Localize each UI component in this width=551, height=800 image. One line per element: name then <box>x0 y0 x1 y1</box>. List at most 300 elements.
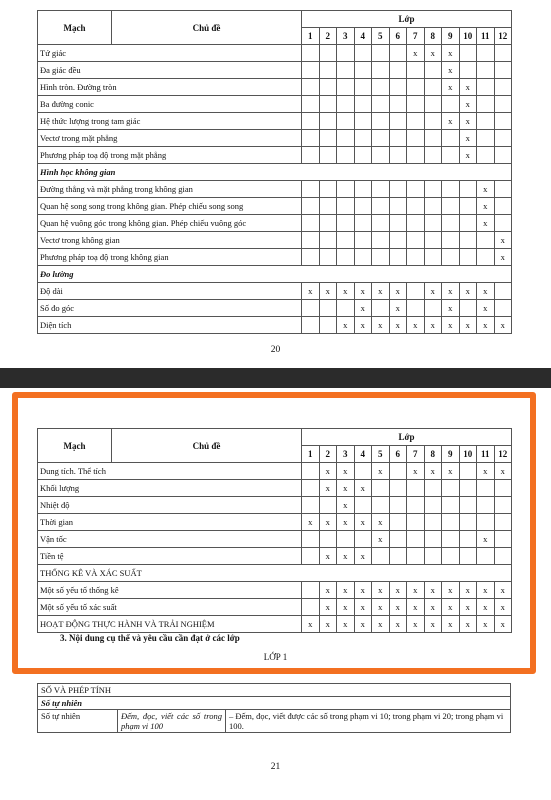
grade-mark <box>442 215 460 232</box>
grade-mark <box>337 232 355 249</box>
grade-mark: x <box>494 317 512 334</box>
grade-mark: x <box>389 300 407 317</box>
grade-mark: x <box>407 616 425 633</box>
grade-mark <box>354 198 372 215</box>
grade-mark <box>407 249 425 266</box>
grade-mark <box>337 45 355 62</box>
table-row <box>38 45 512 62</box>
grade-mark <box>319 96 337 113</box>
grade-mark <box>319 215 337 232</box>
grade-mark <box>424 480 442 497</box>
grade-mark: x <box>477 300 495 317</box>
grade-mark <box>337 62 355 79</box>
grade-mark <box>407 283 425 300</box>
grade-mark <box>459 300 477 317</box>
grade-mark: x <box>459 283 477 300</box>
grade-mark <box>407 181 425 198</box>
grade-mark: x <box>337 283 355 300</box>
grade-mark <box>459 531 477 548</box>
grade-mark <box>319 181 337 198</box>
grade-mark <box>302 582 320 599</box>
grade-mark <box>407 215 425 232</box>
grade-mark <box>389 130 407 147</box>
grade-mark: x <box>459 317 477 334</box>
topic-label: Khối lượng <box>38 480 302 497</box>
table-row <box>38 130 512 147</box>
table-row <box>38 480 512 497</box>
grade-mark <box>319 249 337 266</box>
grade-mark <box>442 497 460 514</box>
header-mach: Mạch <box>38 11 112 45</box>
grade-mark <box>477 232 495 249</box>
grade-mark <box>389 548 407 565</box>
grade-mark: x <box>442 300 460 317</box>
grade-mark <box>424 198 442 215</box>
grade-mark <box>494 531 512 548</box>
section-label: THỐNG KÊ VÀ XÁC SUẤT <box>38 565 512 582</box>
grade-mark: x <box>442 616 460 633</box>
grade-mark <box>407 62 425 79</box>
grade-mark: x <box>319 616 337 633</box>
grade-mark <box>354 79 372 96</box>
table-row <box>38 198 512 215</box>
grade-mark <box>354 113 372 130</box>
topic-label: Quan hệ vuông góc trong không gian. Phép chiếu vuông góc <box>38 215 302 232</box>
grade-mark: x <box>337 497 355 514</box>
topic-label: Vận tốc <box>38 531 302 548</box>
grade-mark: x <box>354 300 372 317</box>
grade-header: 11 <box>477 446 495 463</box>
page-number: 21 <box>270 762 281 772</box>
topic-label: Một số yếu tố xác suất <box>38 599 302 616</box>
grade-mark: x <box>372 616 390 633</box>
header-lop: Lớp <box>302 11 512 28</box>
grade-mark: x <box>302 283 320 300</box>
grade-mark <box>302 113 320 130</box>
grade-mark: x <box>424 45 442 62</box>
grade-mark <box>442 130 460 147</box>
grade-mark <box>389 181 407 198</box>
topic-label: Dung tích. Thể tích <box>38 463 302 480</box>
topic-label: Vectơ trong mặt phẳng <box>38 130 302 147</box>
header-row <box>38 11 512 28</box>
grade-mark <box>302 62 320 79</box>
grade-mark <box>389 96 407 113</box>
grade-mark: x <box>494 232 512 249</box>
topic-label: Hình tròn. Đường tròn <box>38 79 302 96</box>
grade-mark <box>407 300 425 317</box>
grade-mark <box>319 113 337 130</box>
page-number: 20 <box>270 345 281 355</box>
grade-mark <box>424 497 442 514</box>
grade-mark <box>302 130 320 147</box>
grade-mark <box>407 198 425 215</box>
grade-mark <box>424 548 442 565</box>
grade-mark <box>424 232 442 249</box>
grade-mark <box>354 130 372 147</box>
grade-mark <box>459 181 477 198</box>
grade-mark <box>407 113 425 130</box>
grade-mark <box>477 130 495 147</box>
grade-mark: x <box>319 480 337 497</box>
grade-mark: x <box>477 463 495 480</box>
grade-mark <box>494 130 512 147</box>
table-row <box>38 565 512 582</box>
grade-mark <box>337 96 355 113</box>
grade-mark: x <box>477 317 495 334</box>
grade-mark <box>354 232 372 249</box>
topic-label: Ba đường conic <box>38 96 302 113</box>
grade-mark <box>407 96 425 113</box>
table-row <box>38 599 512 616</box>
curriculum-table-page-20 <box>37 10 512 334</box>
grade-mark <box>407 130 425 147</box>
document-page-21 <box>0 388 551 800</box>
grade-mark: x <box>372 514 390 531</box>
grade-header: 4 <box>354 28 372 45</box>
table-row <box>38 463 512 480</box>
grade-header: 7 <box>407 446 425 463</box>
topic-label: Hệ thức lượng trong tam giác <box>38 113 302 130</box>
grade-mark: x <box>337 463 355 480</box>
grade-mark: x <box>337 514 355 531</box>
grade-mark <box>302 215 320 232</box>
grade-mark <box>424 79 442 96</box>
grade-mark <box>459 232 477 249</box>
table-row <box>38 232 512 249</box>
grade-mark <box>424 249 442 266</box>
grade-header: 2 <box>319 446 337 463</box>
grade-mark: x <box>354 480 372 497</box>
topic-label: Đường thẳng và mặt phẳng trong không gian <box>38 181 302 198</box>
header-chude: Chủ đề <box>112 429 302 463</box>
table-row <box>38 181 512 198</box>
grade-mark <box>407 480 425 497</box>
grade-mark: x <box>372 463 390 480</box>
header-row <box>38 429 512 446</box>
table-row <box>38 249 512 266</box>
grade-mark <box>372 198 390 215</box>
grade-header: 6 <box>389 28 407 45</box>
grade-mark <box>302 531 320 548</box>
grade-mark <box>372 249 390 266</box>
grade-mark <box>477 514 495 531</box>
grade-mark: x <box>442 113 460 130</box>
grade-mark: x <box>372 283 390 300</box>
grade-mark: x <box>494 599 512 616</box>
grade-mark <box>389 531 407 548</box>
grade-mark <box>459 198 477 215</box>
grade-mark <box>494 480 512 497</box>
grade-mark: x <box>459 96 477 113</box>
grade-mark <box>372 497 390 514</box>
section-label: Đo lường <box>38 266 512 283</box>
topic-label: Đa giác đều <box>38 62 302 79</box>
grade-mark <box>319 198 337 215</box>
grade-mark: x <box>354 283 372 300</box>
grade-header: 8 <box>424 28 442 45</box>
grade-mark <box>407 497 425 514</box>
grade-header: 3 <box>337 28 355 45</box>
grade-mark: x <box>477 616 495 633</box>
grade-mark: x <box>389 283 407 300</box>
table-row <box>38 113 512 130</box>
grade-mark: x <box>459 616 477 633</box>
grade-mark <box>407 531 425 548</box>
grade-mark <box>319 531 337 548</box>
grade-mark: x <box>477 599 495 616</box>
grade-mark <box>354 497 372 514</box>
grade-mark <box>389 497 407 514</box>
grade-mark: x <box>354 317 372 334</box>
grade-mark: x <box>319 283 337 300</box>
grade-mark: x <box>372 599 390 616</box>
grade-mark: x <box>494 582 512 599</box>
grade-mark <box>407 232 425 249</box>
grade-mark <box>494 181 512 198</box>
table-row <box>38 697 511 710</box>
grade-mark <box>442 480 460 497</box>
grade-mark <box>302 300 320 317</box>
grade-mark <box>477 497 495 514</box>
grade-mark <box>477 62 495 79</box>
grade-mark <box>337 249 355 266</box>
grade-mark: x <box>477 181 495 198</box>
grade-mark: x <box>389 616 407 633</box>
section-label: Hình học không gian <box>38 164 512 181</box>
grade-mark <box>354 62 372 79</box>
topic-label: Thời gian <box>38 514 302 531</box>
grade-mark <box>302 45 320 62</box>
grade-mark <box>459 514 477 531</box>
grade-mark <box>319 317 337 334</box>
grade-header: 2 <box>319 28 337 45</box>
grade-title: LỚP 1 <box>263 652 288 662</box>
document-page-20 <box>0 0 551 368</box>
grade-mark <box>424 113 442 130</box>
grade-mark <box>442 96 460 113</box>
grade-mark <box>389 215 407 232</box>
topic-cell: Số tự nhiên <box>38 710 118 733</box>
grade-mark <box>442 232 460 249</box>
table-row <box>38 215 512 232</box>
grade-mark <box>459 45 477 62</box>
grade-mark <box>372 181 390 198</box>
grade-mark: x <box>354 548 372 565</box>
grade-mark <box>459 480 477 497</box>
grade-mark <box>494 96 512 113</box>
grade-mark <box>302 463 320 480</box>
topic-label: Một số yếu tố thống kê <box>38 582 302 599</box>
grade-mark <box>319 497 337 514</box>
grade-mark <box>494 514 512 531</box>
grade-mark <box>372 96 390 113</box>
grade-mark: x <box>407 317 425 334</box>
topic-label: Phương pháp toạ độ trong mặt phẳng <box>38 147 302 164</box>
grade-mark: x <box>407 45 425 62</box>
table-row <box>38 497 512 514</box>
grade-mark: x <box>407 463 425 480</box>
grade-mark <box>424 514 442 531</box>
grade-mark <box>477 480 495 497</box>
grade-mark <box>477 548 495 565</box>
grade-mark <box>337 531 355 548</box>
curriculum-table-page-21 <box>37 428 512 633</box>
grade-mark: x <box>442 599 460 616</box>
grade-mark <box>459 215 477 232</box>
grade-mark <box>354 147 372 164</box>
grade-mark: x <box>354 514 372 531</box>
grade-mark <box>319 62 337 79</box>
grade-mark: x <box>302 616 320 633</box>
grade-mark <box>424 181 442 198</box>
grade-mark <box>459 463 477 480</box>
grade-mark: x <box>442 45 460 62</box>
grade-mark <box>337 198 355 215</box>
grade-mark <box>477 96 495 113</box>
grade-mark <box>372 62 390 79</box>
grade-mark <box>319 45 337 62</box>
content-cell: Đếm, đọc, viết các số trong phạm vi 100 <box>118 710 226 733</box>
grade-mark <box>407 79 425 96</box>
grade-mark <box>494 147 512 164</box>
grade-mark <box>459 249 477 266</box>
grade-mark <box>302 480 320 497</box>
grade-mark <box>354 181 372 198</box>
grade-mark: x <box>337 317 355 334</box>
grade-mark <box>354 215 372 232</box>
grade-mark <box>319 300 337 317</box>
table-row <box>38 62 512 79</box>
grade-mark <box>319 232 337 249</box>
topic-label: Tiền tệ <box>38 548 302 565</box>
grade-mark: x <box>319 463 337 480</box>
grade-mark: x <box>319 548 337 565</box>
topic-label: HOẠT ĐỘNG THỰC HÀNH VÀ TRẢI NGHIỆM <box>38 616 302 633</box>
grade-mark: x <box>442 463 460 480</box>
grade-header: 5 <box>372 28 390 45</box>
grade-mark <box>389 147 407 164</box>
grade-mark <box>337 130 355 147</box>
grade-mark <box>389 62 407 79</box>
table-row <box>38 548 512 565</box>
grade-mark: x <box>354 616 372 633</box>
grade-mark <box>302 548 320 565</box>
grade-mark: x <box>389 317 407 334</box>
table-row <box>38 164 512 181</box>
grade-mark: x <box>494 616 512 633</box>
grade-mark <box>372 300 390 317</box>
grade-mark <box>354 531 372 548</box>
table-row <box>38 147 512 164</box>
grade-header: 7 <box>407 28 425 45</box>
grade-mark <box>389 79 407 96</box>
grade-mark <box>372 215 390 232</box>
grade-mark: x <box>424 317 442 334</box>
grade-mark <box>424 531 442 548</box>
grade-mark <box>302 198 320 215</box>
grade-mark: x <box>477 531 495 548</box>
grade-mark <box>494 198 512 215</box>
topic-label: Vectơ trong không gian <box>38 232 302 249</box>
grade-mark <box>442 531 460 548</box>
content-table <box>37 683 511 733</box>
grade-mark <box>389 198 407 215</box>
grade-mark <box>337 215 355 232</box>
grade-mark <box>494 548 512 565</box>
section-label: SỐ VÀ PHÉP TÍNH <box>38 684 511 697</box>
grade-mark <box>372 548 390 565</box>
table-row <box>38 79 512 96</box>
table-row <box>38 283 512 300</box>
grade-mark <box>319 79 337 96</box>
grade-mark: x <box>494 249 512 266</box>
grade-mark: x <box>319 514 337 531</box>
grade-header: 4 <box>354 446 372 463</box>
grade-mark: x <box>389 599 407 616</box>
grade-mark <box>477 79 495 96</box>
grade-mark <box>302 232 320 249</box>
table-row <box>38 96 512 113</box>
grade-mark <box>407 548 425 565</box>
grade-mark <box>302 317 320 334</box>
grade-mark <box>354 45 372 62</box>
grade-mark: x <box>372 317 390 334</box>
grade-mark <box>337 181 355 198</box>
grade-mark <box>424 130 442 147</box>
grade-mark <box>459 497 477 514</box>
table-row <box>38 514 512 531</box>
grade-mark: x <box>372 582 390 599</box>
grade-mark <box>302 96 320 113</box>
grade-header: 10 <box>459 446 477 463</box>
grade-mark: x <box>354 582 372 599</box>
grade-mark: x <box>442 317 460 334</box>
grade-mark: x <box>442 79 460 96</box>
grade-mark <box>389 514 407 531</box>
grade-mark <box>442 181 460 198</box>
grade-mark <box>494 300 512 317</box>
subsection-label: Số tự nhiên <box>38 697 511 710</box>
grade-mark <box>319 147 337 164</box>
grade-mark <box>302 249 320 266</box>
grade-mark: x <box>337 480 355 497</box>
grade-mark <box>354 249 372 266</box>
grade-mark <box>302 79 320 96</box>
grade-mark <box>302 181 320 198</box>
grade-mark: x <box>442 283 460 300</box>
grade-mark <box>389 463 407 480</box>
table-row <box>38 582 512 599</box>
grade-mark: x <box>442 62 460 79</box>
grade-mark <box>494 45 512 62</box>
grade-mark <box>477 113 495 130</box>
grade-mark: x <box>407 599 425 616</box>
grade-header: 10 <box>459 28 477 45</box>
grade-mark: x <box>424 283 442 300</box>
grade-mark: x <box>372 531 390 548</box>
grade-mark: x <box>459 79 477 96</box>
grade-header: 12 <box>494 446 512 463</box>
table-row <box>38 317 512 334</box>
grade-mark: x <box>337 582 355 599</box>
grade-mark <box>424 147 442 164</box>
grade-header: 9 <box>442 446 460 463</box>
grade-mark <box>372 232 390 249</box>
grade-mark <box>389 480 407 497</box>
header-chude: Chủ đề <box>112 11 302 45</box>
grade-mark <box>407 147 425 164</box>
